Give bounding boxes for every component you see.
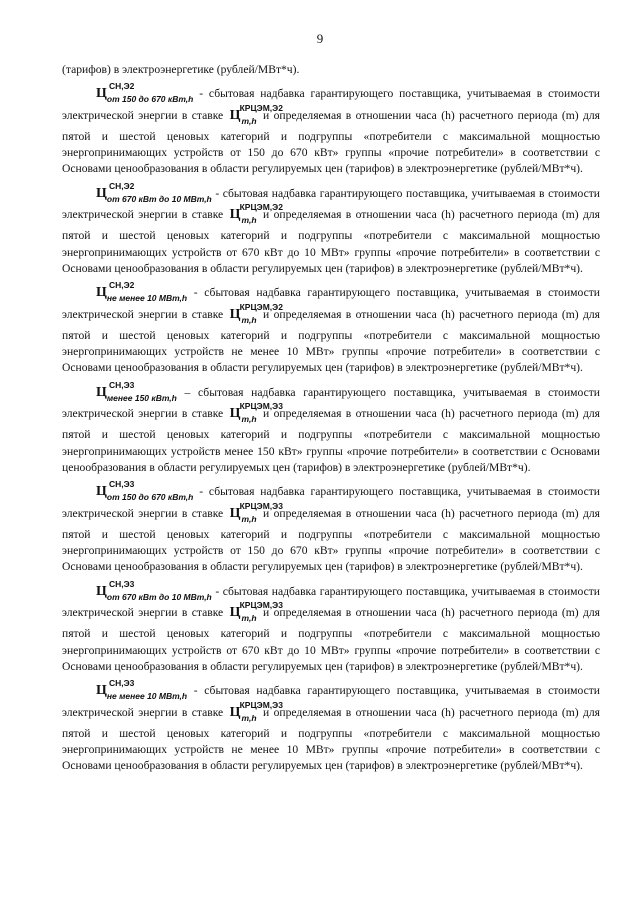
tariff-symbol: Ц КРЦЭМ,Э2 m,h bbox=[229, 301, 283, 325]
document-body bbox=[62, 62, 600, 775]
definition-body: и определяемая в отношении часа (h) расчетного периода (m) для пятой и шестой ценовых категорий и подгруппы «потребители с максимальной мощностью энергопринимающих устройств от 150 до 670 кВт» группы «прочие потребители» в соответствии с Основами ценообразования в области регулируемых цен (тарифов) в электроэнергетике (рублей/МВт*ч). bbox=[62, 506, 601, 574]
definition-7 bbox=[62, 678, 601, 774]
tariff-symbol: Ц КРЦЭМ,Э3 m,h bbox=[229, 401, 283, 425]
definition-4 bbox=[62, 379, 601, 476]
intro-tail: (тарифов) в электроэнергетике (рублей/МВт*ч). bbox=[62, 63, 300, 76]
definition-head: - сбытовая надбавка гарантирующего поставщика, учитываемая в стоимости электрической энергии в ставке bbox=[62, 584, 600, 620]
definition-symbol: Ц СН,Э2 не менее 10 МВт,h bbox=[96, 280, 188, 304]
definition-3 bbox=[62, 280, 601, 376]
definition-1 bbox=[62, 81, 601, 177]
definition-head: - сбытовая надбавка гарантирующего поставщика, учитываемая в стоимости электрической энергии в ставке bbox=[62, 485, 600, 520]
definition-head: - сбытовая надбавка гарантирующего поставщика, учитываемая в стоимости электрической энергии в ставке bbox=[62, 684, 600, 719]
definition-body: и определяемая в отношении часа (h) расчетного периода (m) для пятой и шестой ценовых категорий и подгруппы «потребители с максимальной мощностью энергопринимающих устройств от 150 до 670 кВт» группы «прочие потребители» в соответствии с Основами ценообразования в области регулируемых цен (тарифов) в электроэнергетике (рублей/МВт*ч). bbox=[62, 108, 601, 176]
definition-symbol: Ц СН,Э3 не менее 10 МВт,h bbox=[96, 678, 188, 702]
definition-symbol: Ц СН,Э2 от 670 кВт до 10 МВт,h bbox=[96, 180, 212, 204]
definition-body: и определяемая в отношении часа (h) расчетного периода (m) для пятой и шестой ценовых категорий и подгруппы «потребители с максимальной мощностью энергопринимающих устройств менее 150 кВт» группы «прочие потребители» в соответствии с Основами ценообразования в области регулируемых цен (тарифов) в электроэнергетике (рублей/МВт*ч). bbox=[62, 407, 601, 474]
definition-head: - сбытовая надбавка гарантирующего поставщика, учитываемая в стоимости электрической энергии в ставке bbox=[62, 87, 600, 122]
definition-2 bbox=[62, 180, 601, 277]
tariff-symbol: Ц КРЦЭМ,Э2 m,h bbox=[229, 202, 283, 226]
page-number: 9 bbox=[316, 31, 324, 46]
tariff-symbol: Ц КРЦЭМ,Э3 m,h bbox=[229, 600, 283, 624]
definition-body: и определяемая в отношении часа (h) расчетного периода (m) для пятой и шестой ценовых категорий и подгруппы «потребители с максимальной мощностью энергопринимающих устройств от 670 кВт до 10 МВт» группы «прочие потребители» в соответствии с Основами ценообразования в области регулируемых цен (тарифов) в электроэнергетике (рублей/МВт*ч). bbox=[62, 208, 601, 275]
definition-symbol: Ц СН,Э3 менее 150 кВт,h bbox=[96, 379, 177, 403]
tariff-symbol: Ц КРЦЭМ,Э3 m,h bbox=[229, 699, 283, 723]
definition-body: и определяемая в отношении часа (h) расчетного периода (m) для пятой и шестой ценовых категорий и подгруппы «потребители с максимальной мощностью энергопринимающих устройств не менее 10 МВт» группы «прочие потребители» в соответствии с Основами ценообразования в области регулируемых цен (тарифов) в электроэнергетике (рублей/МВт*ч). bbox=[62, 705, 601, 773]
definition-5 bbox=[62, 479, 601, 575]
definition-6 bbox=[62, 578, 601, 675]
definition-body: и определяемая в отношении часа (h) расчетного периода (m) для пятой и шестой ценовых категорий и подгруппы «потребители с максимальной мощностью энергопринимающих устройств от 670 кВт до 10 МВт» группы «прочие потребители» в соответствии с Основами ценообразования в области регулируемых цен (тарифов) в электроэнергетике (рублей/МВт*ч). bbox=[62, 606, 601, 673]
definition-symbol: Ц СН,Э2 от 150 до 670 кВт,h bbox=[96, 81, 194, 105]
tariff-symbol: Ц КРЦЭМ,Э2 m,h bbox=[229, 102, 283, 126]
definition-symbol: Ц СН,Э3 от 670 кВт до 10 МВт,h bbox=[96, 578, 212, 602]
definition-head: - сбытовая надбавка гарантирующего поставщика, учитываемая в стоимости электрической энергии в ставке bbox=[62, 286, 600, 321]
definition-body: и определяемая в отношении часа (h) расчетного периода (m) для пятой и шестой ценовых категорий и подгруппы «потребители с максимальной мощностью энергопринимающих устройств не менее 10 МВт» группы «прочие потребители» в соответствии с Основами ценообразования в области регулируемых цен (тарифов) в электроэнергетике (рублей/МВт*ч). bbox=[62, 307, 601, 375]
definition-symbol: Ц СН,Э3 от 150 до 670 кВт,h bbox=[96, 479, 194, 503]
definition-head: – сбытовая надбавка гарантирующего поставщика, учитываемая в стоимости электрической энергии в ставке bbox=[62, 385, 600, 421]
tariff-symbol: Ц КРЦЭМ,Э3 m,h bbox=[229, 500, 283, 524]
definition-head: - сбытовая надбавка гарантирующего поставщика, учитываемая в стоимости электрической энергии в ставке bbox=[62, 186, 600, 222]
